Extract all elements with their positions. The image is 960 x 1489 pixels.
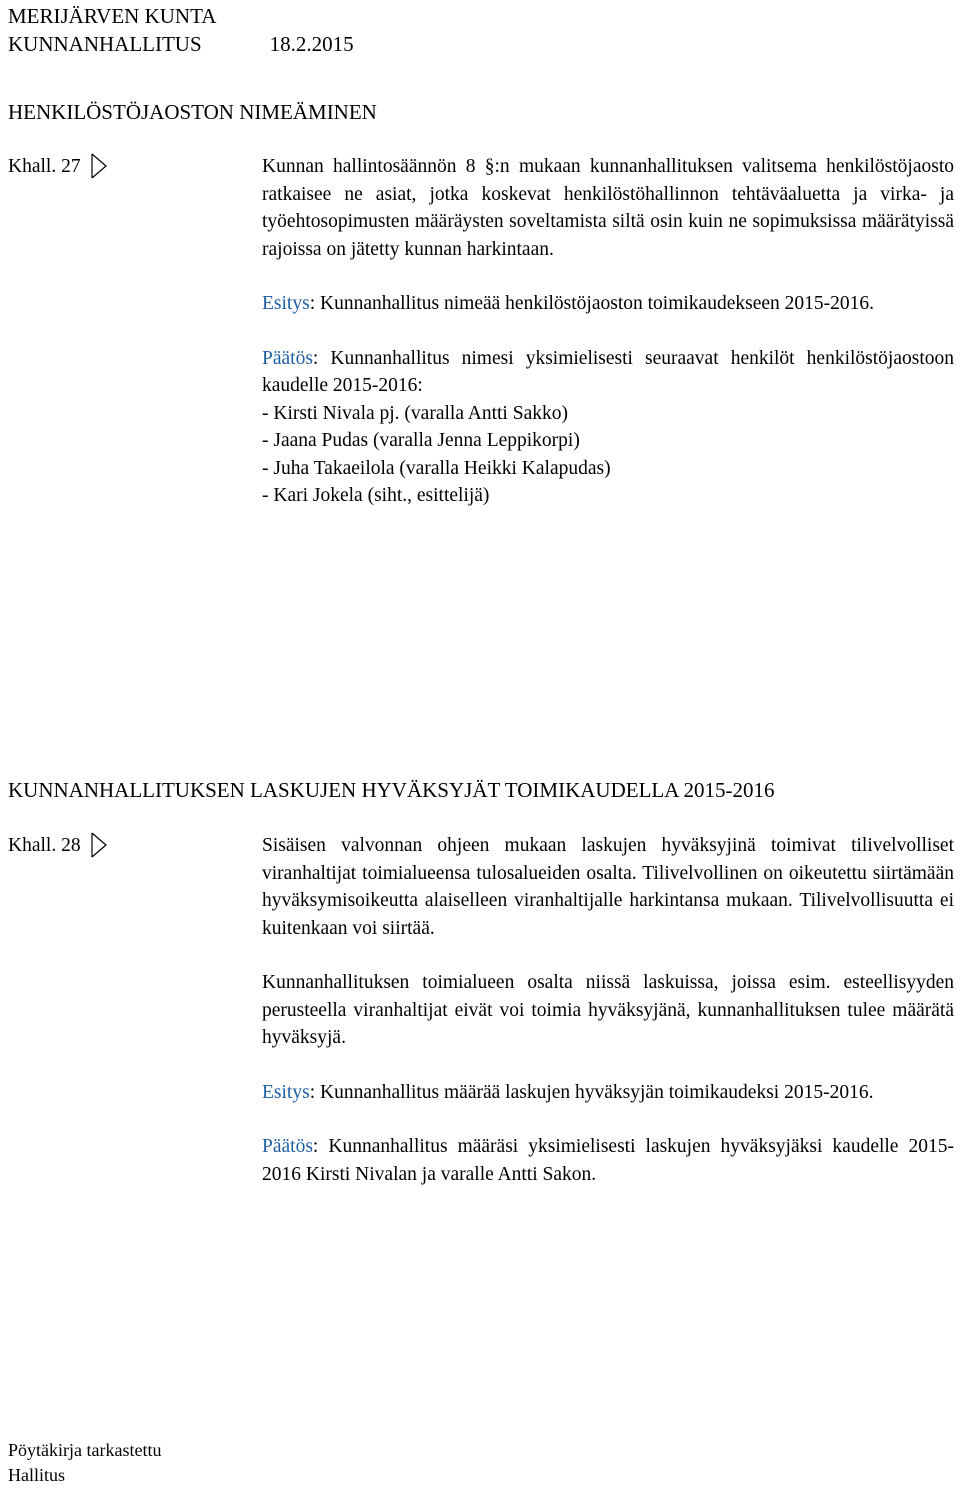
list-item: - Kari Jokela (siht., esittelijä)	[262, 485, 490, 506]
proposal-text: : Kunnanhallitus määrää laskujen hyväksyjän toimikaudeksi 2015-2016.	[309, 1081, 874, 1103]
paragraph-mark-icon	[89, 832, 109, 858]
decision-keyword: Päätös	[262, 1136, 313, 1157]
section-2-para-2: Kunnanhallituksen toimialueen osalta niissä laskuissa, joissa esim. esteellisyyden perusteella viranhaltijat eivät voi toimia hyväksyjänä, kunnanhallituksen tulee määrätä hyväksyjä.	[262, 972, 954, 1048]
decision-text: : Kunnanhallitus määräsi yksimielisesti laskujen hyväksyjäksi kaudelle 2015-2016 Kirsti Nivalan ja varalle Antti Sakon.	[262, 1136, 954, 1185]
list-item: - Kirsti Nivala pj. (varalla Antti Sakko)	[262, 402, 568, 424]
section-2-proposal	[262, 1079, 954, 1107]
document-header	[8, 2, 354, 58]
document-footer	[8, 1438, 161, 1488]
section-1-body	[262, 153, 954, 510]
section-2-number: Khall. 28	[8, 835, 81, 856]
section-1-number: Khall. 27	[8, 156, 81, 177]
proposal-keyword: Esitys	[262, 1081, 310, 1103]
proposal-text: : Kunnanhallitus nimeää henkilöstöjaoston toimikaudekseen 2015-2016.	[309, 293, 875, 314]
section-1-intro: Kunnan hallintosäännön 8 §:n mukaan kunnanhallituksen valitsema henkilöstöjaosto ratkaisee ne asiat, jotka koskevat henkilöstöhallinnon tehtäväaluetta ja virka- ja työehtosopimusten määräysten soveltamista siltä osin kuin ne sopimuksissa määrätyissä rajoissa on jätetty kunnan harkintaan.	[262, 156, 954, 260]
list-item: - Juha Takaeilola (varalla Heikki Kalapudas)	[262, 457, 611, 479]
decision-keyword: Päätös	[262, 347, 313, 369]
section-1-label	[8, 153, 109, 181]
header-line-2	[8, 30, 354, 58]
body-name: KUNNANHALLITUS	[8, 32, 202, 56]
meeting-date: 18.2.2015	[269, 32, 354, 56]
footer-line-2: Hallitus	[8, 1465, 65, 1485]
section-2-para-1: Sisäisen valvonnan ohjeen mukaan laskujen hyväksyjinä toimivat tilivelvolliset viranhaltijat toimialueensa tulosalueiden osalta. Tilivelvollinen on oikeutettu siirtämään hyväksymisoikeutta alaiselleen viranhaltijalle harkintansa mukaan. Tilivelvollisuutta ei kuitenkaan voi siirtää.	[262, 835, 954, 939]
member-list	[262, 400, 954, 510]
proposal-keyword: Esitys	[262, 293, 310, 314]
decision-text: : Kunnanhallitus nimesi yksimielisesti seuraavat henkilöt henkilöstöjaostoon kaudelle 2015-2016:	[262, 347, 954, 396]
section-1-proposal	[262, 290, 954, 318]
municipality-name: MERIJÄRVEN KUNTA	[8, 4, 217, 28]
footer-line-1: Pöytäkirja tarkastettu	[8, 1440, 162, 1460]
section-1-title: HENKILÖSTÖJAOSTON NIMEÄMINEN	[8, 100, 377, 124]
section-2-label	[8, 832, 109, 860]
section-2-body	[262, 832, 954, 1188]
paragraph-mark-icon	[89, 153, 109, 179]
list-item: - Jaana Pudas (varalla Jenna Leppikorpi)	[262, 430, 580, 451]
section-2-title: KUNNANHALLITUKSEN LASKUJEN HYVÄKSYJÄT TOIMIKAUDELLA 2015-2016	[8, 778, 775, 802]
section-2-decision	[262, 1133, 954, 1188]
section-1-decision	[262, 345, 954, 400]
